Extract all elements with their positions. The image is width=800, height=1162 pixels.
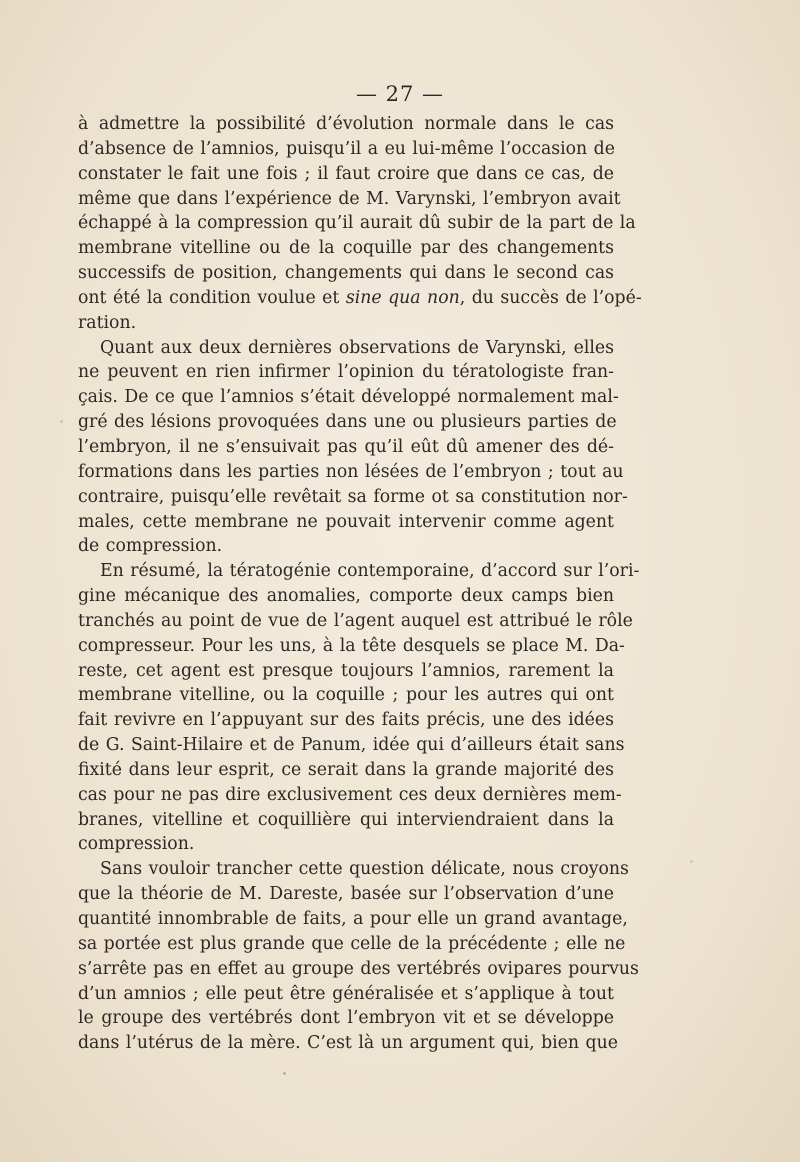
text-line: même que dans l’expérience de M. Varynski, l’embryon avait (78, 188, 621, 209)
text-line: à admettre la possibilité d’évolution normale dans le cas (78, 114, 614, 134)
text-line: d’absence de l’amnios, puisqu’il a eu lui-même l’occasion de (78, 138, 615, 159)
text-line: membrane vitelline ou de la coquille par des changements (78, 238, 614, 259)
text-line: de compression. (78, 536, 223, 557)
text-line: s’arrête pas en effet au groupe des vertébrés ovipares pourvus (78, 958, 639, 979)
text-line: dans l’utérus de la mère. C’est là un argument qui, bien que (78, 1033, 618, 1054)
text-line: échappé à la compression qu’il aurait dû subir de la part de la (78, 213, 636, 234)
page-number: — 27 — (355, 82, 445, 106)
text-line: constater le fait une fois ; il faut croire que dans ce cas, de (78, 163, 614, 184)
text-line: de G. Saint-Hilaire et de Panum, idée qui d’ailleurs était sans (78, 735, 625, 756)
text-line: cas pour ne pas dire exclusivement ces deux dernières mem- (78, 784, 622, 805)
text-line: le groupe des vertébrés dont l’embryon vit et se développe (78, 1008, 614, 1029)
text-line: sa portée est plus grande que celle de la précédente ; elle ne (78, 933, 626, 954)
text-line: Sans vouloir trancher cette question délicate, nous croyons (100, 859, 629, 880)
text-line: En résumé, la tératogénie contemporaine, d’accord sur l’ori- (100, 561, 640, 582)
body-text (78, 112, 642, 1056)
text-line: gré des lésions provoquées dans une ou plusieurs parties de (78, 412, 617, 433)
paper-speck (690, 860, 693, 863)
text-line: l’embryon, il ne s’ensuivait pas qu’il eût dû amener des dé- (78, 436, 614, 457)
text-line: que la théorie de M. Dareste, basée sur l’observation d’une (78, 884, 614, 905)
text-line: ration. (78, 312, 137, 333)
text-line: membrane vitelline, ou la coquille ; pour les autres qui ont (78, 685, 614, 706)
text-line: compresseur. Pour les uns, à la tête desquels se place M. Da- (78, 635, 625, 656)
text-line: males, cette membrane ne pouvait intervenir comme agent (78, 511, 614, 532)
text-line: compression. (78, 834, 195, 855)
text-line: ne peuvent en rien infirmer l’opinion du tératologiste fran- (78, 362, 614, 383)
text-line: branes, vitelline et coquillière qui interviendraient dans la (78, 809, 614, 830)
text-line: Quant aux deux dernières observations de Varynski, elles (100, 337, 614, 358)
italic-phrase: sine qua non (345, 287, 460, 308)
text-line: çais. De ce que l’amnios s’était développé normalement mal- (78, 387, 619, 408)
text-line: d’un amnios ; elle peut être généralisée et s’applique à tout (78, 983, 614, 1004)
text-line: gine mécanique des anomalies, comporte deux camps bien (78, 586, 614, 607)
paper-speck (283, 1072, 286, 1075)
text-line: contraire, puisqu’elle revêtait sa forme ot sa constitution nor- (78, 486, 628, 507)
text-line: fait revivre en l’appuyant sur des faits précis, une des idées (78, 710, 614, 731)
paper-speck (60, 420, 63, 423)
text-line: formations dans les parties non lésées de l’embryon ; tout au (78, 461, 624, 482)
text-line: tranchés au point de vue de l’agent auquel est attribué le rôle (78, 610, 633, 631)
text-line: quantité innombrable de faits, a pour elle un grand avantage, (78, 909, 628, 929)
text-line: fixité dans leur esprit, ce serait dans la grande majorité des (78, 759, 614, 780)
text-line: ont été la condition voulue et sine qua non, du succès de l’opé- (78, 287, 642, 308)
text-line: successifs de position, changements qui dans le second cas (78, 263, 614, 284)
text-line: reste, cet agent est presque toujours l’amnios, rarement la (78, 660, 614, 681)
